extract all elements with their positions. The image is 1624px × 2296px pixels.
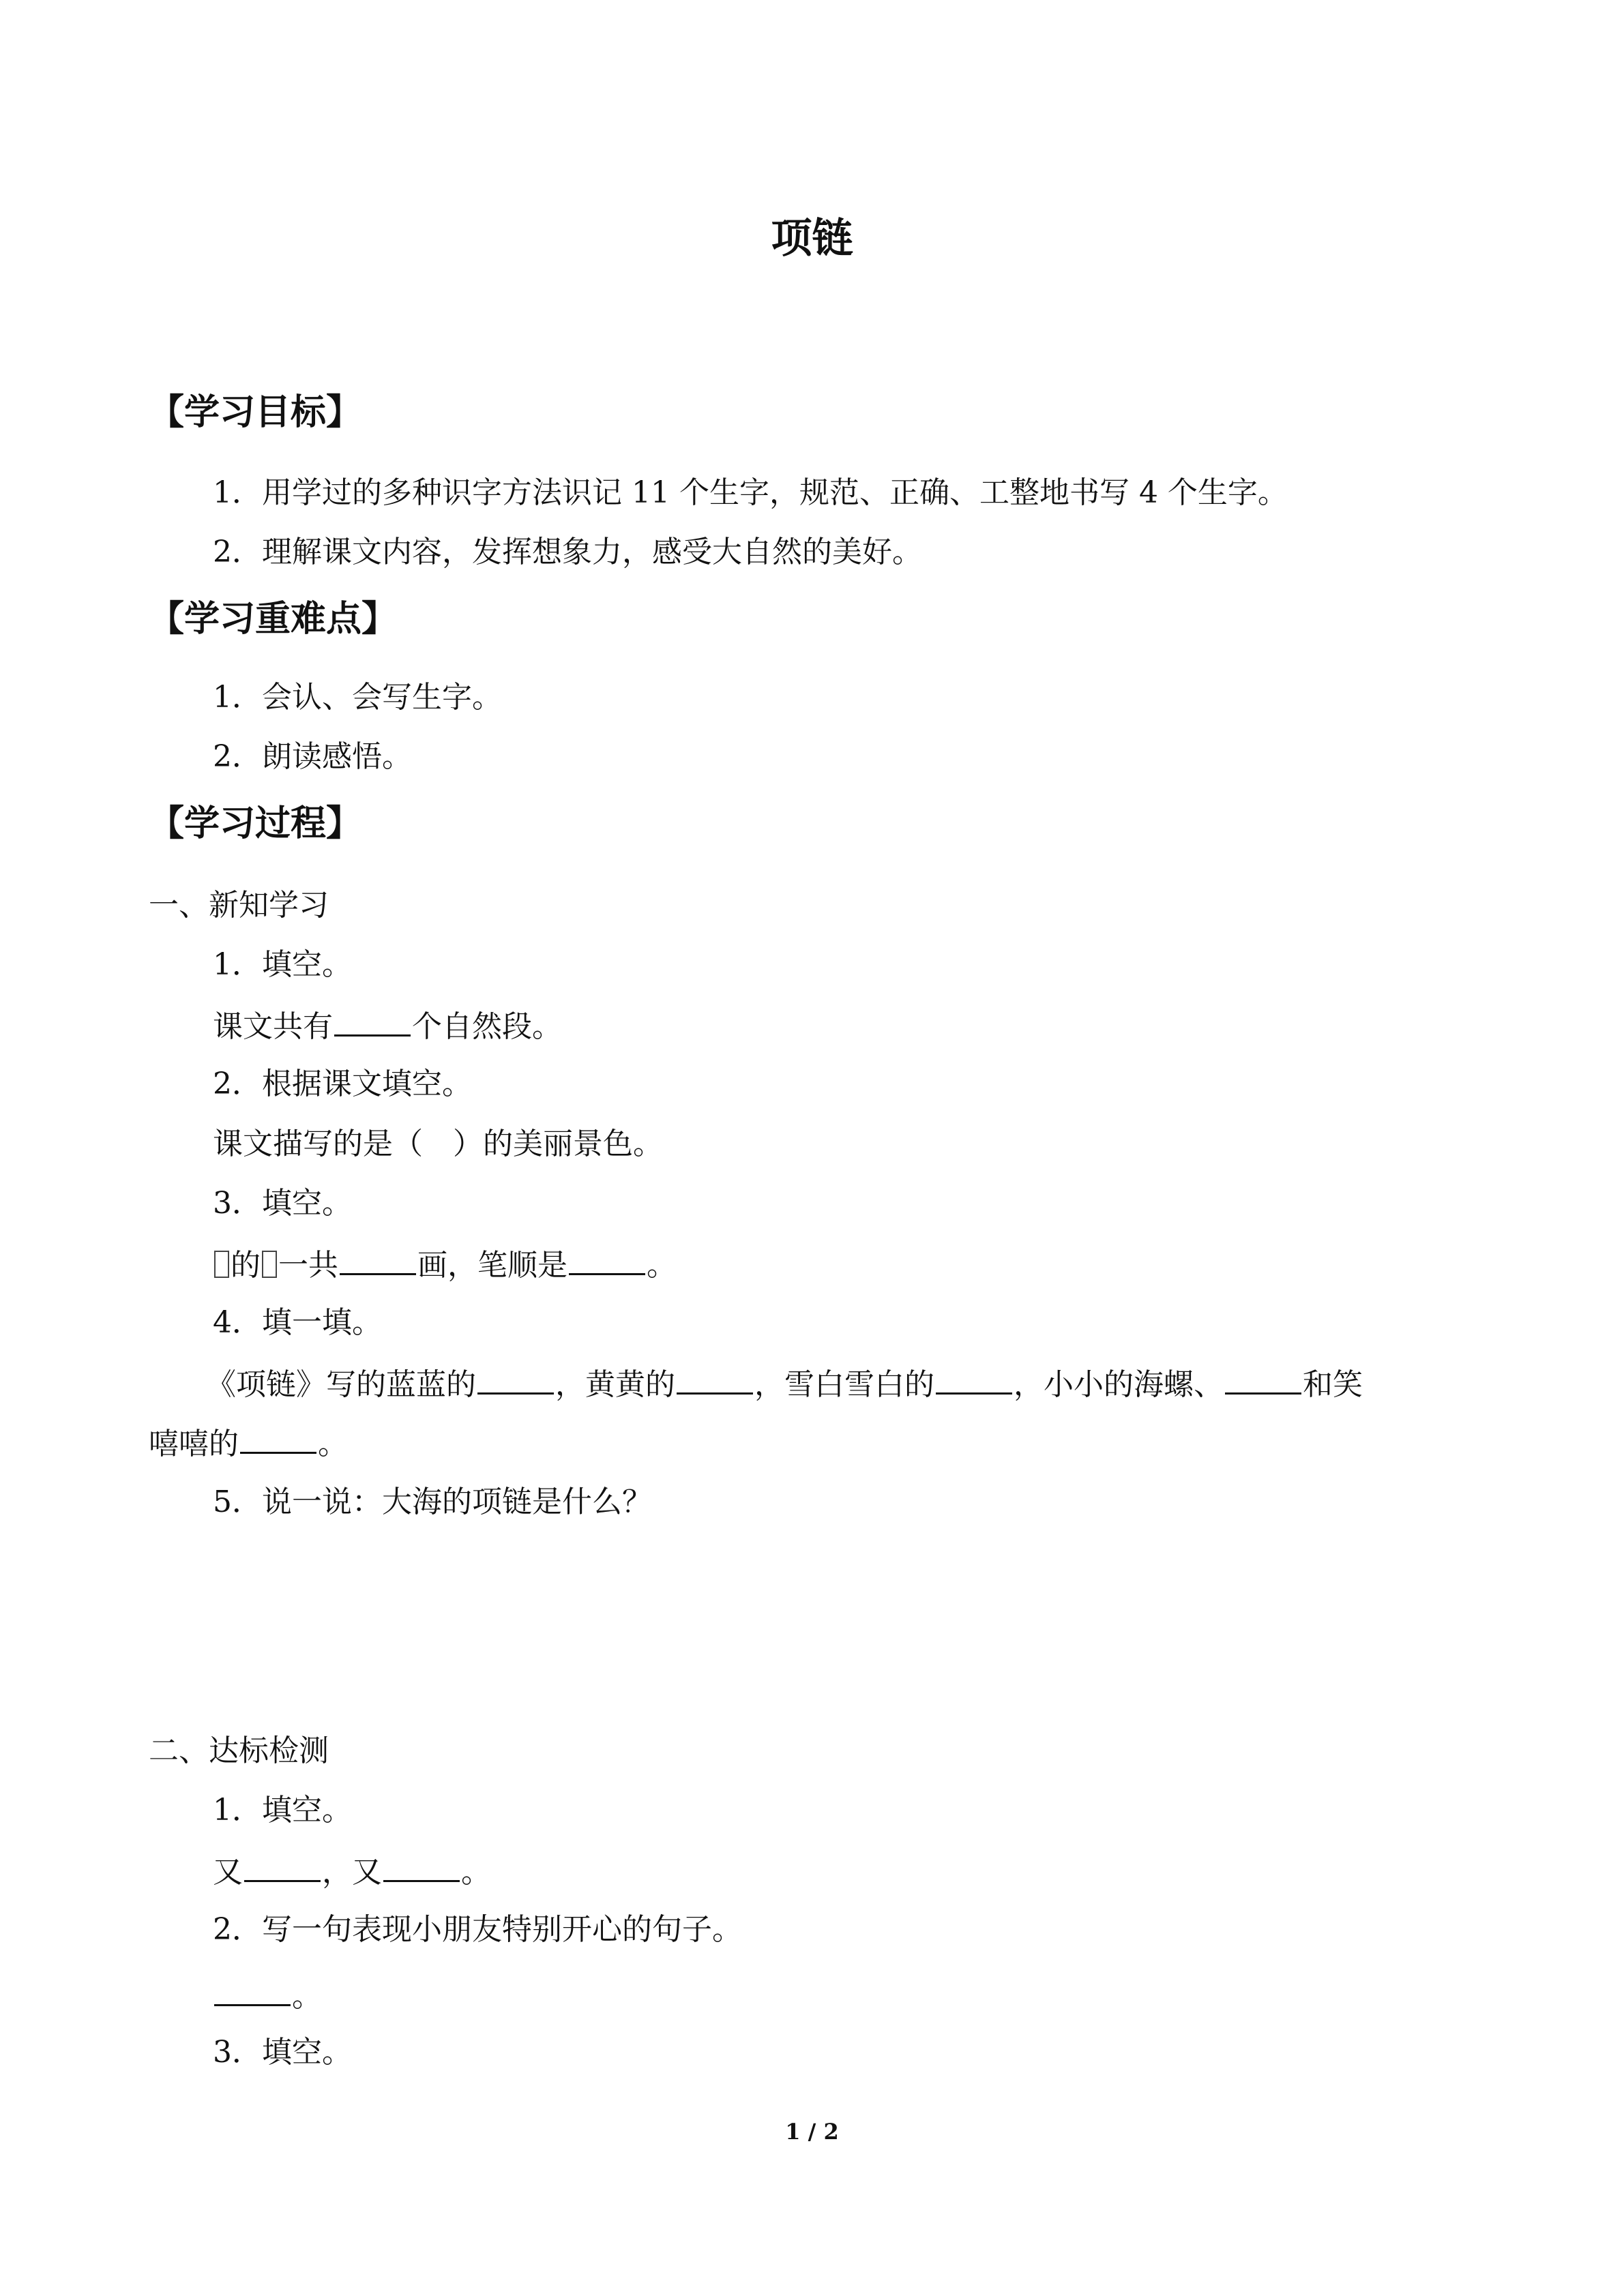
fill-blank	[569, 1243, 645, 1275]
keypoint-item-1: 1．会认、会写生字。	[213, 680, 502, 715]
section-heading-keypoints: 【学习重难点】	[149, 599, 398, 640]
section-heading-goals: 【学习目标】	[149, 392, 362, 433]
fill-blank	[244, 1850, 321, 1882]
part1-q4-text-g: 。	[318, 1427, 348, 1461]
part2-q1-prompt: 1．填空。	[213, 1793, 352, 1828]
part2-q1-text-b: ，又	[322, 1855, 382, 1890]
part1-q4-text-d: ，小小的海螺、	[1014, 1367, 1224, 1402]
part1-q4-prompt: 4．填一填。	[213, 1305, 382, 1340]
part1-q2-body	[213, 1124, 663, 1165]
part1-q2-text-b: ）的美丽景色。	[453, 1127, 663, 1161]
part1-q3-prompt: 3．填空。	[213, 1186, 352, 1221]
fill-blank	[383, 1850, 460, 1882]
fill-blank	[936, 1362, 1012, 1395]
part1-q4-text-c: ，雪白雪白的	[754, 1367, 934, 1402]
fill-blank	[334, 1004, 411, 1037]
keypoint-item-2: 2．朗读感悟。	[213, 739, 412, 774]
part1-q4-text-a: 《项链》写的蓝蓝的	[206, 1367, 476, 1402]
part1-q4-body-line1	[206, 1362, 1363, 1405]
part1-q3-text-b: 一共	[278, 1248, 338, 1283]
part2-q2-prompt: 2．写一句表现小朋友特别开心的句子。	[213, 1912, 742, 1947]
fill-blank	[340, 1243, 416, 1275]
missing-glyph-icon	[262, 1251, 277, 1278]
part2-q1-text-a: 又	[213, 1855, 243, 1890]
part1-heading: 一、新知学习	[149, 888, 329, 923]
fill-blank	[214, 1974, 291, 2006]
part1-q1-text-b: 个自然段。	[412, 1009, 562, 1044]
part2-q1-text-c: 。	[461, 1855, 491, 1890]
part2-q2-body	[213, 1974, 322, 2017]
part1-q3-text-c: 画，笔顺是	[417, 1248, 567, 1283]
part1-q3-text-d: 。	[647, 1248, 677, 1283]
part1-q2-text-a: 课文描写的是（	[213, 1127, 423, 1161]
goal-item-2: 2．理解课文内容，发挥想象力，感受大自然的美好。	[213, 535, 922, 569]
part1-q1-text-a: 课文共有	[213, 1009, 333, 1044]
part1-q4-body-line2	[149, 1422, 348, 1465]
part1-q3-body	[213, 1243, 677, 1286]
part1-q1-prompt: 1．填空。	[213, 947, 352, 982]
goal-item-1: 1．用学过的多种识字方法识记 11 个生字，规范、正确、工整地书写 4 个生字。	[213, 475, 1288, 510]
page-number: 1 / 2	[785, 2119, 839, 2145]
part1-q4-text-f: 嘻嘻的	[149, 1427, 239, 1461]
fill-blank	[677, 1362, 753, 1395]
part1-q3-text-a: 的	[231, 1248, 261, 1283]
section-heading-process: 【学习过程】	[149, 803, 362, 844]
part2-heading: 二、达标检测	[149, 1733, 329, 1768]
part1-q4-text-e: 和笑	[1303, 1367, 1363, 1402]
part1-q2-prompt: 2．根据课文填空。	[213, 1067, 472, 1101]
part1-q5-prompt: 5．说一说：大海的项链是什么？	[213, 1485, 652, 1519]
missing-glyph-icon	[214, 1251, 229, 1278]
fill-blank	[1225, 1362, 1301, 1395]
fill-blank	[240, 1422, 316, 1454]
fill-blank	[477, 1362, 554, 1395]
part1-q4-text-b: ，黄黄的	[555, 1367, 675, 1402]
part2-q2-text-a: 。	[292, 1979, 322, 2014]
page-title: 项链	[771, 215, 853, 263]
part1-q1-body	[213, 1004, 562, 1047]
part2-q3-prompt: 3．填空。	[213, 2035, 352, 2070]
part2-q1-body	[213, 1850, 491, 1893]
